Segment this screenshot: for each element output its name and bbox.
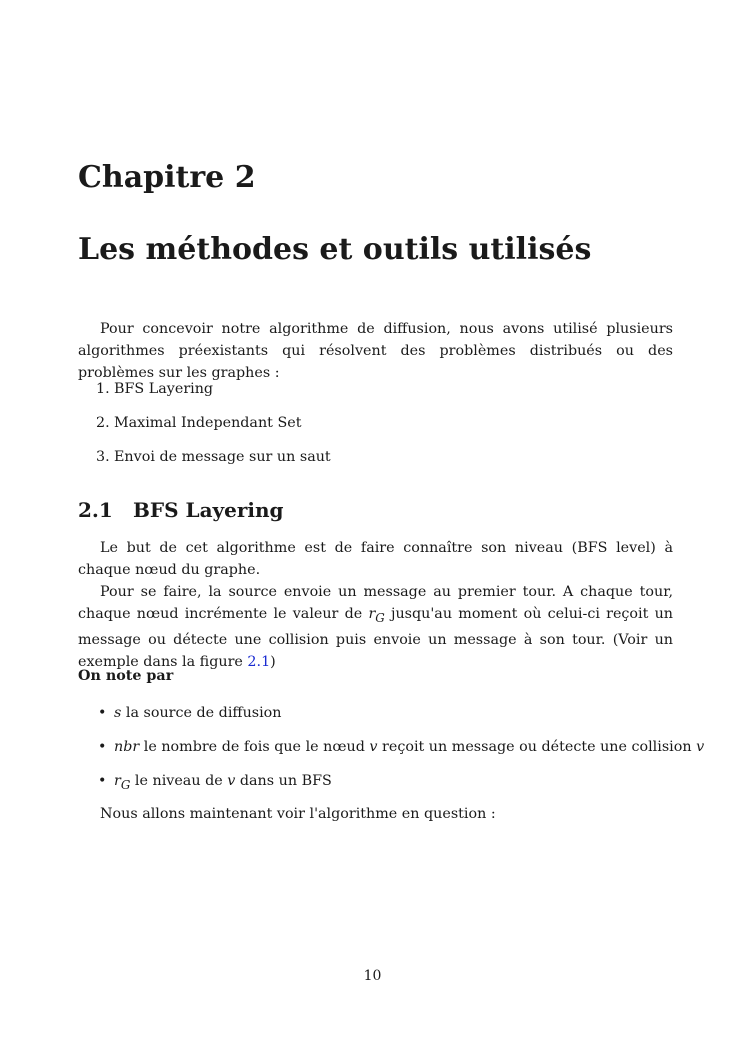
- intro-paragraph: Pour concevoir notre algorithme de diffusion, nous avons utilisé plusieurs algorithmes préexistants qui résolvent des problèmes distribués ou des problèmes sur les graphes :: [78, 321, 673, 381]
- closing-paragraph: Nous allons maintenant voir l'algorithme en question :: [100, 806, 496, 822]
- section-paragraph-1: Le but de cet algorithme est de faire connaître son niveau (BFS level) à chaque nœud du graphe.: [78, 540, 673, 578]
- chapter-title: Les méthodes et outils utilisés: [78, 232, 592, 267]
- section-paragraph-2: Pour se faire, la source envoie un message au premier tour. A chaque tour, chaque nœud incrémente le valeur de $r_G$ jusqu'au moment où celui-ci reçoit un message ou détecte une collision puis envoie un message à son tour. (Voir un exemple dans la figure 2.1): [78, 584, 673, 670]
- chapter-number: Chapitre 2: [78, 160, 256, 195]
- list-item: 3. Envoi de message sur un saut: [96, 449, 331, 465]
- note-heading: On note par: [78, 668, 174, 684]
- figure-reference-link[interactable]: 2.1: [247, 653, 271, 670]
- list-item: 2. Maximal Independant Set: [96, 415, 302, 431]
- section-number: 2.1: [78, 498, 113, 522]
- section-title: BFS Layering: [133, 498, 284, 522]
- list-item: 1. BFS Layering: [96, 381, 214, 397]
- bullet-list: [98, 702, 704, 804]
- list-item: • s la source de diffusion: [98, 705, 282, 721]
- numbered-list: [96, 378, 331, 480]
- list-item: • $r_G$ le niveau de v dans un BFS: [98, 773, 332, 792]
- section-heading: [78, 498, 284, 522]
- page-number: 10: [363, 968, 382, 984]
- list-item: • nbr le nombre de fois que le nœud v reçoit un message ou détecte une collision v: [98, 739, 705, 755]
